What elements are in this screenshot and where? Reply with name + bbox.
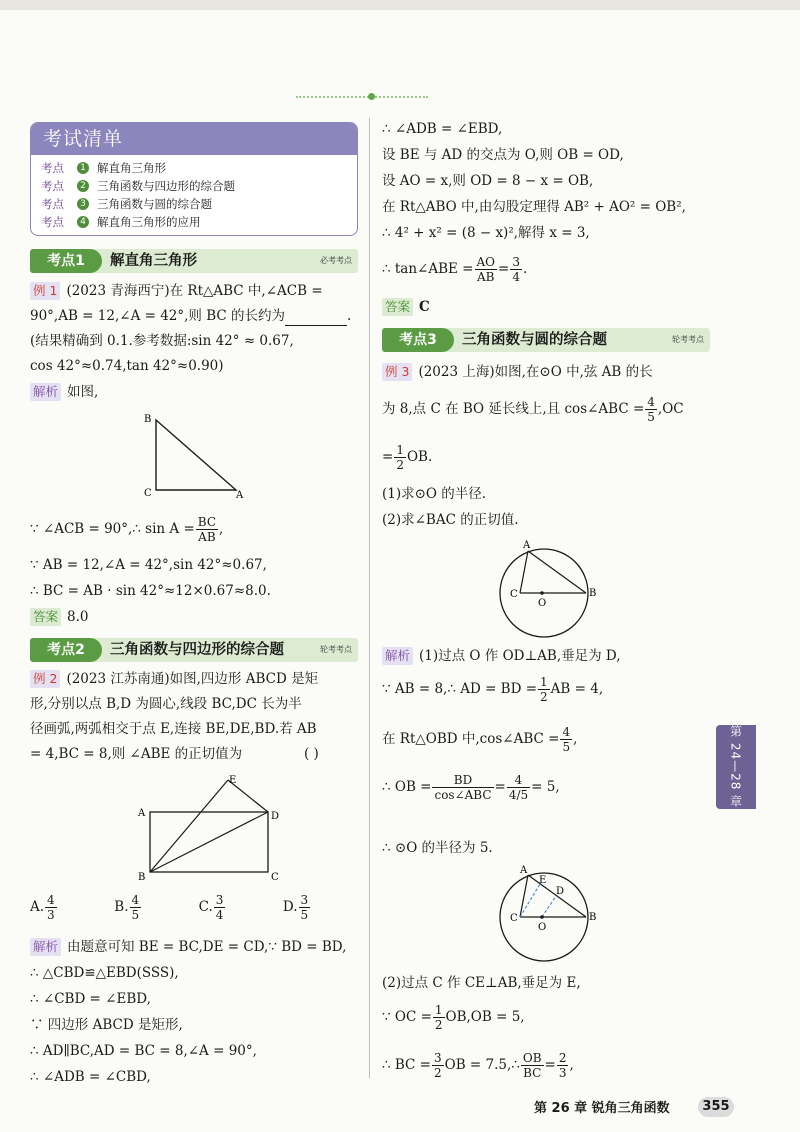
section-title: 三角函数与圆的综合题 bbox=[462, 332, 607, 348]
answer-value: 8.0 bbox=[67, 609, 89, 625]
section-header-1 bbox=[30, 249, 358, 273]
vertex-label: E bbox=[229, 775, 237, 786]
ex1-line-1 bbox=[30, 281, 323, 301]
vertex-label: B bbox=[138, 872, 146, 882]
analysis-label: 解析 bbox=[30, 938, 61, 956]
text: ,OC bbox=[657, 401, 684, 417]
fraction-num: 4 bbox=[562, 725, 571, 739]
text: AB = 4, bbox=[550, 681, 604, 697]
exam-checklist-items bbox=[31, 155, 357, 235]
analysis-label: 解析 bbox=[382, 647, 413, 665]
exam-item-prefix: 考点 bbox=[41, 161, 64, 175]
text: 如图, bbox=[67, 384, 99, 400]
ex3-question-2: (2)求∠BAC 的正切值. bbox=[382, 512, 519, 528]
fraction bbox=[196, 515, 218, 544]
ex3-solution-line-1 bbox=[382, 646, 621, 666]
fraction bbox=[521, 1051, 544, 1080]
option-label: D. bbox=[282, 899, 298, 915]
ex3-solution-line-2 bbox=[382, 674, 603, 704]
fraction-den: 4 bbox=[215, 908, 224, 922]
section-badge: 考点2 bbox=[30, 638, 102, 662]
fraction bbox=[433, 1003, 445, 1032]
fraction-den: 5 bbox=[647, 410, 655, 424]
right-line-1: ∴ ∠ADB = ∠EBD, bbox=[382, 121, 503, 137]
text: 由题意可知 BE = BC,DE = CD,∵ BD = BD, bbox=[67, 939, 347, 955]
ex2-analysis-line-4: ∵ 四边形 ABCD 是矩形, bbox=[30, 1017, 183, 1033]
fraction-num: 3 bbox=[215, 893, 224, 907]
fraction-den: cos∠ABC bbox=[434, 788, 492, 802]
option-b bbox=[114, 892, 194, 922]
ex1-analysis-intro bbox=[30, 382, 98, 402]
ex2-line-4 bbox=[30, 744, 242, 764]
option-d bbox=[283, 892, 343, 922]
answer-blank bbox=[285, 311, 347, 326]
text: (2023 青海西宁)在 Rt△ABC 中,∠ACB = bbox=[66, 283, 323, 299]
number-2-icon: 2 bbox=[77, 180, 89, 192]
text: (2023 江苏南通)如图,四边形 ABCD 是矩 bbox=[66, 671, 319, 687]
fraction-num: 3 bbox=[300, 893, 309, 907]
ex1-line-4: cos 42°≈0.74,tan 42°≈0.90) bbox=[30, 358, 224, 374]
fraction-num: AO bbox=[476, 255, 496, 269]
ex2-analysis-line-6: ∴ ∠ADB = ∠CBD, bbox=[30, 1069, 151, 1085]
text: , bbox=[569, 1057, 574, 1073]
ex3-solution-line-3 bbox=[382, 724, 577, 754]
fraction-den: 5 bbox=[562, 740, 571, 754]
example-label: 例 2 bbox=[30, 670, 60, 688]
text: ∵ OC = bbox=[382, 1009, 432, 1025]
fraction bbox=[557, 1051, 569, 1080]
ex1-analysis-line-1 bbox=[30, 514, 223, 544]
vertex-label: O bbox=[538, 922, 547, 933]
side-tab-label: 第 24—28 章 bbox=[728, 725, 743, 809]
fraction-num: BD bbox=[432, 773, 493, 788]
vertex-label: A bbox=[236, 490, 244, 501]
right-line-6 bbox=[382, 254, 527, 284]
vertex-label: B bbox=[589, 588, 597, 599]
fraction-num: 4 bbox=[507, 773, 530, 788]
exam-item bbox=[41, 159, 347, 177]
text: = 4,BC = 8,则 ∠ABE 的正切值为 bbox=[30, 746, 243, 762]
ex1-line-2 bbox=[30, 306, 351, 326]
text: = bbox=[382, 449, 394, 465]
circle-o-figure-1 bbox=[490, 538, 610, 644]
text: 为 8,点 C 在 BO 延长线上,且 cos∠ABC = bbox=[382, 401, 645, 417]
right-line-4: 在 Rt△ABO 中,由勾股定理得 AB² + AO² = OB², bbox=[382, 199, 686, 215]
section-title: 解直角三角形 bbox=[110, 253, 197, 269]
fraction-den: 2 bbox=[434, 1018, 443, 1032]
vertex-label: B bbox=[144, 414, 152, 425]
fraction bbox=[214, 893, 226, 922]
text: = 5, bbox=[531, 779, 560, 795]
text: . bbox=[347, 308, 352, 324]
text: ∴ OB = bbox=[382, 779, 432, 795]
fraction-num: OB bbox=[522, 1051, 542, 1065]
fraction bbox=[538, 675, 550, 704]
fraction bbox=[507, 773, 530, 802]
fraction-num: 3 bbox=[512, 255, 520, 269]
column-divider bbox=[369, 118, 370, 1078]
ex2-analysis-line-3: ∴ ∠CBD = ∠EBD, bbox=[30, 991, 151, 1007]
option-label: A. bbox=[30, 899, 45, 915]
ex1-line-3: (结果精确到 0.1.参考数据:sin 42° ≈ 0.67, bbox=[30, 333, 294, 349]
section-badge: 考点1 bbox=[30, 249, 102, 273]
text: OB = 7.5,∴ bbox=[444, 1057, 520, 1073]
option-label: B. bbox=[114, 899, 129, 915]
text: ∴ tan∠ABE = bbox=[382, 261, 474, 277]
page-number: 355 bbox=[698, 1097, 734, 1117]
fraction bbox=[394, 443, 406, 472]
fraction bbox=[645, 395, 657, 424]
exam-item-text: 三角函数与四边形的综合题 bbox=[97, 179, 235, 193]
option-c bbox=[199, 892, 279, 922]
ex1-analysis-line-2: ∵ AB = 12,∠A = 42°,sin 42°≈0.67, bbox=[30, 557, 267, 573]
exam-item-prefix: 考点 bbox=[41, 197, 64, 211]
example-label: 例 3 bbox=[382, 363, 412, 381]
ex2-line-2: 形,分别以点 B,D 为圆心,线段 BC,DC 长为半 bbox=[30, 696, 302, 712]
fraction-den: 2 bbox=[433, 1066, 442, 1080]
vertex-label: D bbox=[271, 811, 280, 822]
text: (2023 上海)如图,在⊙O 中,弦 AB 的长 bbox=[418, 364, 653, 380]
ex1-analysis-line-3: ∴ BC = AB · sin 42°≈12×0.67≈8.0. bbox=[30, 583, 271, 599]
ex3-line-3 bbox=[382, 442, 432, 472]
fraction-den: 4 bbox=[512, 270, 520, 284]
text: , bbox=[573, 731, 578, 747]
vertex-label: C bbox=[271, 872, 279, 882]
ex2-options bbox=[30, 892, 343, 922]
text: ∵ AB = 8,∴ AD = BD = bbox=[382, 681, 538, 697]
vertex-label: B bbox=[589, 912, 597, 923]
fraction bbox=[560, 725, 572, 754]
ex3-solution-line-6: (2)过点 C 作 CE⊥AB,垂足为 E, bbox=[382, 975, 581, 991]
fraction-num: BC bbox=[197, 515, 217, 529]
exam-item-text: 三角函数与圆的综合题 bbox=[97, 197, 212, 211]
text: = bbox=[498, 261, 510, 277]
right-answer bbox=[382, 297, 430, 317]
header-dot-icon bbox=[368, 93, 375, 100]
ex2-answer-paren: ( ) bbox=[304, 746, 319, 762]
chapter-side-tab[interactable] bbox=[716, 725, 756, 809]
fraction-den: AB bbox=[198, 530, 216, 544]
fraction-num: 2 bbox=[558, 1051, 567, 1065]
vertex-label: D bbox=[556, 886, 565, 897]
exam-item-text: 解直角三角形 bbox=[97, 161, 166, 175]
exam-item bbox=[41, 195, 347, 213]
text: ∴ BC = bbox=[382, 1057, 431, 1073]
fraction-den: 2 bbox=[396, 458, 404, 472]
header-dotted-line bbox=[296, 96, 428, 98]
fraction bbox=[432, 1051, 444, 1080]
fraction-num: 3 bbox=[433, 1051, 442, 1065]
right-line-3: 设 AO = x,则 OD = 8 − x = OB, bbox=[382, 173, 594, 189]
footer-chapter-title: 第 26 章 锐角三角函数 bbox=[534, 1101, 670, 1116]
option-a bbox=[30, 892, 110, 922]
number-3-icon: 3 bbox=[77, 198, 89, 210]
exam-item-text: 解直角三角形的应用 bbox=[97, 215, 201, 229]
vertex-label: C bbox=[144, 488, 152, 499]
section-badge: 考点3 bbox=[382, 328, 454, 352]
ex3-solution-line-4 bbox=[382, 772, 560, 802]
option-label: C. bbox=[198, 899, 213, 915]
text: OB. bbox=[406, 449, 433, 465]
fraction bbox=[130, 893, 142, 922]
number-1-icon: 1 bbox=[77, 162, 89, 174]
text: . bbox=[522, 261, 528, 277]
section-tag: 轮考考点 bbox=[320, 645, 352, 654]
exam-item bbox=[41, 177, 347, 195]
rectangle-abcd-figure bbox=[130, 770, 290, 882]
fraction bbox=[299, 893, 311, 922]
ex3-line-2 bbox=[382, 394, 684, 424]
right-line-2: 设 BE 与 AD 的交点为 O,则 OB = OD, bbox=[382, 147, 624, 163]
fraction-den: 2 bbox=[540, 690, 548, 704]
right-line-5: ∴ 4² + x² = (8 − x)²,解得 x = 3, bbox=[382, 225, 590, 241]
text: , bbox=[219, 521, 224, 537]
text: = bbox=[544, 1057, 556, 1073]
page-top-edge bbox=[0, 0, 800, 10]
ex2-analysis-line-1 bbox=[30, 937, 346, 957]
text: = bbox=[494, 779, 506, 795]
text: OB,OB = 5, bbox=[445, 1009, 525, 1025]
text: 在 Rt△OBD 中,cos∠ABC = bbox=[382, 731, 560, 747]
section-header-2 bbox=[30, 638, 358, 662]
fraction-num: 1 bbox=[434, 1003, 443, 1017]
vertex-label: A bbox=[520, 865, 528, 876]
fraction-num: 4 bbox=[647, 395, 655, 409]
fraction-num: 1 bbox=[540, 675, 548, 689]
ex1-answer bbox=[30, 607, 89, 627]
fraction-num: 4 bbox=[47, 893, 55, 907]
fraction-den: 5 bbox=[131, 908, 140, 922]
fraction bbox=[432, 773, 493, 802]
ex2-line-1 bbox=[30, 669, 318, 689]
vertex-label: A bbox=[523, 540, 531, 551]
ex3-line-1 bbox=[382, 362, 653, 382]
vertex-label: C bbox=[510, 913, 518, 924]
exam-item bbox=[41, 213, 347, 231]
fraction-den: 3 bbox=[558, 1066, 567, 1080]
fraction-den: AB bbox=[477, 270, 495, 284]
ex3-solution-line-8 bbox=[382, 1050, 574, 1080]
vertex-label: O bbox=[538, 598, 547, 609]
section-title: 三角函数与四边形的综合题 bbox=[110, 642, 284, 658]
ex3-question-1: (1)求⊙O 的半径. bbox=[382, 486, 487, 502]
fraction bbox=[510, 255, 522, 284]
vertex-label: E bbox=[539, 875, 547, 886]
fraction-num: 1 bbox=[396, 443, 404, 457]
section-header-3 bbox=[382, 328, 710, 352]
answer-label: 答案 bbox=[382, 298, 413, 316]
fraction-num: 4 bbox=[131, 893, 140, 907]
triangle-abc-figure bbox=[140, 410, 250, 502]
exam-item-prefix: 考点 bbox=[41, 215, 64, 229]
example-label: 例 1 bbox=[30, 282, 60, 300]
circle-o-figure-2 bbox=[490, 864, 610, 968]
ex2-analysis-line-2: ∴ △CBD≌△EBD(SSS), bbox=[30, 965, 179, 981]
fraction-den: 3 bbox=[47, 908, 55, 922]
ex3-solution-line-5: ∴ ⊙O 的半径为 5. bbox=[382, 840, 493, 856]
exam-checklist bbox=[30, 122, 358, 236]
section-tag: 轮考考点 bbox=[672, 335, 704, 344]
fraction-den: 4/5 bbox=[508, 788, 529, 802]
exam-checklist-title: 考试清单 bbox=[31, 123, 357, 155]
fraction-den: BC bbox=[523, 1066, 542, 1080]
exam-item-prefix: 考点 bbox=[41, 179, 64, 193]
fraction bbox=[45, 893, 57, 922]
fraction-den: 5 bbox=[300, 908, 309, 922]
vertex-label: C bbox=[510, 589, 518, 600]
ex2-analysis-line-5: ∴ AD∥BC,AD = BC = 8,∠A = 90°, bbox=[30, 1043, 257, 1059]
text: ∵ ∠ACB = 90°,∴ sin A = bbox=[30, 521, 195, 537]
number-4-icon: 4 bbox=[77, 216, 89, 228]
answer-label: 答案 bbox=[30, 608, 61, 626]
ex2-line-3: 径画弧,两弧相交于点 E,连接 BE,DE,BD.若 AB bbox=[30, 721, 317, 737]
text: (1)过点 O 作 OD⊥AB,垂足为 D, bbox=[419, 648, 621, 664]
fraction bbox=[475, 255, 498, 284]
section-tag: 必考考点 bbox=[320, 256, 352, 265]
text: 90°,AB = 12,∠A = 42°,则 BC 的长约为 bbox=[30, 308, 286, 324]
vertex-label: A bbox=[138, 808, 146, 819]
answer-value: C bbox=[419, 299, 430, 315]
analysis-label: 解析 bbox=[30, 383, 61, 401]
ex3-solution-line-7 bbox=[382, 1002, 525, 1032]
